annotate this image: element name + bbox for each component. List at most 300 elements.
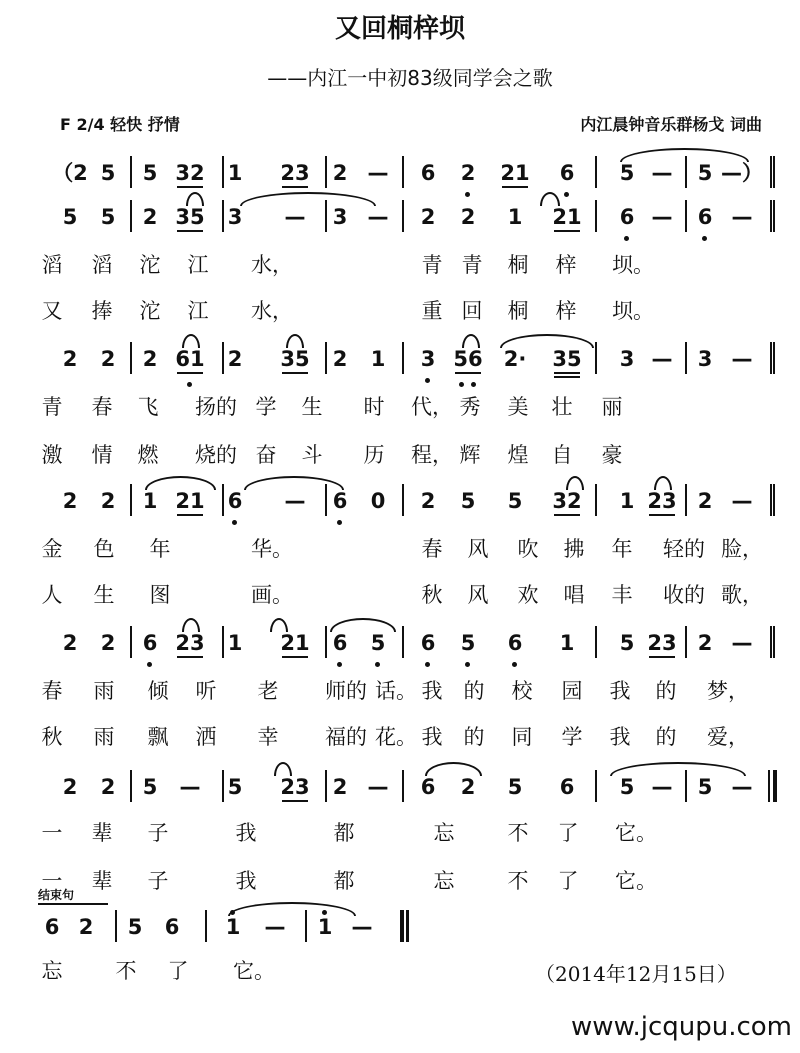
- beat-underline: [554, 376, 580, 378]
- lyric-syllable: 我: [235, 869, 257, 893]
- lyric-syllable: 轻的: [663, 537, 705, 561]
- lyric-syllable: 桐: [507, 299, 529, 323]
- notation-row: [0, 344, 800, 376]
- lyric-syllable: 沱: [139, 253, 161, 277]
- bar-line: [130, 484, 132, 516]
- song-subtitle: ——内江一中初83级同学会之歌: [267, 66, 553, 90]
- lyric-syllable: 福的: [325, 725, 367, 749]
- lyric-syllable: 吹: [517, 537, 539, 561]
- lyric-syllable: 我: [609, 679, 631, 703]
- bar-line: [595, 200, 597, 232]
- note: 5: [370, 631, 386, 655]
- lyric-syllable: 老: [257, 679, 279, 703]
- lyric-syllable: 春: [421, 537, 443, 561]
- note: 6: [420, 161, 436, 185]
- lyric-syllable: 风: [467, 583, 489, 607]
- octave-dot-low: [147, 662, 152, 667]
- lyric-syllable: 的: [463, 679, 485, 703]
- beat-underline: [282, 372, 308, 374]
- octave-dot-low: [459, 382, 464, 387]
- lyric-syllable: 生: [301, 395, 323, 419]
- slur: [620, 148, 749, 162]
- lyric-syllable: 煌: [507, 443, 529, 467]
- ending-label: 结束句: [38, 886, 108, 905]
- lyric-syllable: 都: [333, 869, 355, 893]
- bar-line: [222, 156, 224, 188]
- note: 35: [280, 347, 310, 371]
- author-credit: 内江晨钟音乐群杨戈 词曲: [580, 115, 762, 134]
- note: 1: [227, 161, 243, 185]
- note: 6: [44, 915, 60, 939]
- note: 6: [697, 205, 713, 229]
- bar-line: [130, 770, 132, 802]
- octave-dot-low: [425, 378, 430, 383]
- lyric-syllable: 代，: [411, 395, 453, 419]
- octave-dot-low: [702, 236, 707, 241]
- note: —: [651, 775, 673, 799]
- bar-line: [595, 484, 597, 516]
- lyric-syllable: 的: [463, 725, 485, 749]
- lyric-syllable: 不: [507, 821, 529, 845]
- notation-row: [0, 202, 800, 234]
- slur: [500, 334, 594, 348]
- note: —: [284, 489, 306, 513]
- lyric-syllable: 唱: [563, 583, 585, 607]
- note: 3: [227, 205, 243, 229]
- note: 5: [62, 205, 78, 229]
- lyric-line: [0, 722, 800, 754]
- note: —: [731, 347, 753, 371]
- bar-line: [770, 484, 772, 516]
- bar-line: [685, 626, 687, 658]
- note: 32: [552, 489, 582, 513]
- note: 5: [507, 775, 523, 799]
- note: 2: [227, 347, 243, 371]
- lyric-syllable: 忘: [433, 821, 455, 845]
- note: 1: [619, 489, 635, 513]
- lyric-syllable: 桐: [507, 253, 529, 277]
- bar-line: [130, 342, 132, 374]
- lyric-syllable: 它。: [233, 959, 275, 983]
- lyric-syllable: 我: [421, 725, 443, 749]
- lyric-syllable: 燃: [137, 443, 159, 467]
- octave-dot-low: [512, 662, 517, 667]
- lyric-syllable: 学: [561, 725, 583, 749]
- note: 2: [100, 347, 116, 371]
- note: 1: [142, 489, 158, 513]
- lyric-syllable: 美: [507, 395, 529, 419]
- bar-line: [773, 156, 775, 188]
- bar-line: [402, 156, 404, 188]
- lyric-syllable: 豪: [601, 443, 623, 467]
- lyric-syllable: 图: [149, 583, 171, 607]
- bar-line: [770, 626, 772, 658]
- bar-line: [595, 156, 597, 188]
- bar-line: [222, 200, 224, 232]
- lyric-syllable: 华。: [251, 537, 293, 561]
- lyric-syllable: 秀: [459, 395, 481, 419]
- note: 21: [500, 161, 530, 185]
- bar-line: [222, 342, 224, 374]
- lyric-line: [0, 440, 800, 472]
- lyric-syllable: 同: [511, 725, 533, 749]
- note: —: [351, 915, 373, 939]
- lyric-syllable: 梓: [555, 299, 577, 323]
- slur: [540, 192, 560, 206]
- song-title: 又回桐梓坝: [334, 14, 465, 44]
- slur: [286, 334, 304, 348]
- lyric-syllable: 春: [91, 395, 113, 419]
- note: —: [179, 775, 201, 799]
- note: 6: [559, 161, 575, 185]
- note: 5: [460, 631, 476, 655]
- bar-line: [685, 200, 687, 232]
- note: 5: [697, 775, 713, 799]
- note: 6: [227, 489, 243, 513]
- lyric-syllable: 辉: [459, 443, 481, 467]
- note: 2: [100, 775, 116, 799]
- lyric-syllable: 情: [91, 443, 113, 467]
- lyric-syllable: 师的: [325, 679, 367, 703]
- note: 6: [420, 631, 436, 655]
- note: —: [367, 161, 389, 185]
- lyric-syllable: 斗: [301, 443, 323, 467]
- lyric-syllable: 春: [41, 679, 63, 703]
- notation-row: [0, 158, 800, 190]
- lyric-syllable: 不: [507, 869, 529, 893]
- lyric-syllable: 它。: [615, 869, 657, 893]
- note: 1: [227, 631, 243, 655]
- bar-line: [222, 770, 224, 802]
- lyric-syllable: 子: [147, 821, 169, 845]
- lyric-syllable: 丽: [601, 395, 623, 419]
- key-tempo: F 2/4 轻快 抒情: [60, 115, 180, 134]
- lyric-syllable: 梦，: [707, 679, 749, 703]
- note: 6: [164, 915, 180, 939]
- lyric-syllable: 自: [551, 443, 573, 467]
- lyric-syllable: 青: [461, 253, 483, 277]
- lyric-syllable: 梓: [555, 253, 577, 277]
- note: 35: [552, 347, 582, 371]
- lyric-syllable: 子: [147, 869, 169, 893]
- note: 61: [175, 347, 205, 371]
- bar-line: [325, 156, 327, 188]
- slur: [462, 334, 480, 348]
- lyric-syllable: 又: [41, 299, 63, 323]
- bar-line: [773, 484, 775, 516]
- note: —: [651, 161, 673, 185]
- lyric-syllable: 年: [149, 537, 171, 561]
- lyric-syllable: 坝。: [612, 253, 654, 277]
- lyric-syllable: 了: [167, 959, 189, 983]
- octave-dot-low: [564, 192, 569, 197]
- note: 2: [62, 631, 78, 655]
- lyric-syllable: 都: [333, 821, 355, 845]
- note: 5: [127, 915, 143, 939]
- lyric-syllable: 我: [609, 725, 631, 749]
- note: 21: [552, 205, 582, 229]
- lyric-syllable: 脸，: [721, 537, 763, 561]
- bar-line: [773, 200, 775, 232]
- lyric-syllable: 时: [363, 395, 385, 419]
- note: —: [731, 489, 753, 513]
- lyric-syllable: 了: [557, 821, 579, 845]
- note: 2: [142, 347, 158, 371]
- lyric-syllable: 色: [93, 537, 115, 561]
- slur: [244, 476, 344, 490]
- note: 5: [100, 161, 116, 185]
- lyric-syllable: 秋: [421, 583, 443, 607]
- slur: [270, 618, 288, 632]
- lyric-syllable: 秋: [41, 725, 63, 749]
- octave-dot-low: [187, 382, 192, 387]
- note: 2: [332, 347, 348, 371]
- lyric-line: [0, 676, 800, 708]
- bar-line: [595, 626, 597, 658]
- lyric-line: [0, 866, 800, 898]
- beat-underline: [554, 372, 580, 374]
- lyric-syllable: 坝。: [612, 299, 654, 323]
- beat-underline: [649, 656, 675, 658]
- beat-underline: [554, 230, 580, 232]
- note: 5: [142, 161, 158, 185]
- note: 3: [332, 205, 348, 229]
- slur: [240, 192, 376, 206]
- lyric-syllable: 听: [195, 679, 217, 703]
- octave-dot-low: [337, 662, 342, 667]
- lyric-syllable: 青: [41, 395, 63, 419]
- final-bar-line: [774, 770, 777, 802]
- bar-line: [402, 200, 404, 232]
- bar-line: [770, 342, 772, 374]
- note: 2: [142, 205, 158, 229]
- note: 2: [697, 489, 713, 513]
- composition-date: （2014年12月15日）: [535, 962, 737, 986]
- bar-line: [205, 910, 207, 942]
- note: 1: [507, 205, 523, 229]
- note: 6: [142, 631, 158, 655]
- note: —: [367, 775, 389, 799]
- note: 1: [317, 915, 333, 939]
- slur: [145, 476, 216, 490]
- lyric-syllable: 奋: [255, 443, 277, 467]
- bar-line: [130, 156, 132, 188]
- lyric-syllable: 收的: [663, 583, 705, 607]
- lyric-syllable: 一: [41, 821, 63, 845]
- lyric-syllable: 重: [421, 299, 443, 323]
- note: 1: [370, 347, 386, 371]
- lyric-syllable: 幸: [257, 725, 279, 749]
- bar-line: [222, 626, 224, 658]
- lyric-syllable: 激: [41, 443, 63, 467]
- lyric-syllable: 爱，: [707, 725, 749, 749]
- bar-line: [402, 626, 404, 658]
- bar-line: [595, 770, 597, 802]
- lyric-syllable: 雨: [93, 679, 115, 703]
- beat-underline: [177, 186, 203, 188]
- note: 32: [175, 161, 205, 185]
- bar-line: [402, 342, 404, 374]
- lyric-syllable: 江: [187, 253, 209, 277]
- note: 6: [332, 631, 348, 655]
- octave-dot-low: [465, 662, 470, 667]
- lyric-syllable: 它。: [615, 821, 657, 845]
- slur: [186, 192, 204, 206]
- note: —）: [721, 161, 763, 185]
- lyric-syllable: 飞: [137, 395, 159, 419]
- lyric-syllable: 沱: [139, 299, 161, 323]
- note: —: [731, 205, 753, 229]
- lyric-syllable: 滔: [41, 253, 63, 277]
- note: 2: [78, 915, 94, 939]
- slur: [330, 618, 396, 632]
- note: 6: [619, 205, 635, 229]
- note: （2: [52, 161, 88, 185]
- note: —: [284, 205, 306, 229]
- note: 2: [420, 489, 436, 513]
- note: 23: [280, 161, 310, 185]
- note: 5: [697, 161, 713, 185]
- bar-line: [402, 484, 404, 516]
- lyric-syllable: 金: [41, 537, 63, 561]
- lyric-line: [0, 392, 800, 424]
- note: 0: [370, 489, 386, 513]
- lyric-syllable: 年: [611, 537, 633, 561]
- lyric-syllable: 风: [467, 537, 489, 561]
- notation-row: [0, 912, 800, 944]
- beat-underline: [282, 800, 308, 802]
- bar-line: [773, 342, 775, 374]
- lyric-syllable: 雨: [93, 725, 115, 749]
- note: 5: [142, 775, 158, 799]
- lyric-syllable: 捧: [91, 299, 113, 323]
- lyric-line: [0, 580, 800, 612]
- lyric-syllable: 我: [235, 821, 257, 845]
- bar-line: [222, 484, 224, 516]
- note: 5: [100, 205, 116, 229]
- slur: [274, 762, 292, 776]
- note: 5: [619, 161, 635, 185]
- bar-line: [770, 156, 772, 188]
- note: 2·: [503, 347, 527, 371]
- watermark: www.jcqupu.com: [571, 1012, 792, 1042]
- note: 56: [453, 347, 483, 371]
- note: 23: [175, 631, 205, 655]
- lyric-syllable: 水，: [251, 299, 293, 323]
- note: 2: [697, 631, 713, 655]
- note: 23: [280, 775, 310, 799]
- lyric-syllable: 回: [461, 299, 483, 323]
- lyric-syllable: 洒: [195, 725, 217, 749]
- notation-row: [0, 486, 800, 518]
- lyric-line: [0, 250, 800, 282]
- note: 2: [460, 205, 476, 229]
- lyric-syllable: 倾: [147, 679, 169, 703]
- lyric-syllable: 人: [41, 583, 63, 607]
- lyric-syllable: 忘: [433, 869, 455, 893]
- octave-dot-low: [425, 662, 430, 667]
- note: 3: [697, 347, 713, 371]
- beat-underline: [649, 514, 675, 516]
- lyric-syllable: 了: [557, 869, 579, 893]
- final-bar-line: [400, 910, 402, 942]
- bar-line: [325, 770, 327, 802]
- beat-underline: [177, 230, 203, 232]
- beat-underline: [282, 656, 308, 658]
- slur: [228, 902, 356, 916]
- note: —: [731, 775, 753, 799]
- note: 2: [460, 161, 476, 185]
- lyric-syllable: 青: [421, 253, 443, 277]
- note: 3: [420, 347, 436, 371]
- note: 2: [332, 775, 348, 799]
- slur: [182, 334, 200, 348]
- lyric-syllable: 生: [93, 583, 115, 607]
- bar-line: [402, 770, 404, 802]
- lyric-syllable: 江: [187, 299, 209, 323]
- note: 2: [460, 775, 476, 799]
- lyric-syllable: 的: [655, 679, 677, 703]
- bar-line: [130, 200, 132, 232]
- lyric-syllable: 花。: [375, 725, 417, 749]
- lyric-syllable: 话。: [375, 679, 417, 703]
- note: 5: [619, 775, 635, 799]
- bar-line: [130, 626, 132, 658]
- lyric-syllable: 滔: [91, 253, 113, 277]
- bar-line: [773, 626, 775, 658]
- lyric-line: [0, 818, 800, 850]
- lyric-syllable: 烧的: [195, 443, 237, 467]
- bar-line: [325, 342, 327, 374]
- note: 2: [100, 631, 116, 655]
- note: 21: [175, 489, 205, 513]
- note: —: [367, 205, 389, 229]
- octave-dot-low: [337, 520, 342, 525]
- lyric-syllable: 园: [561, 679, 583, 703]
- lyric-syllable: 程，: [411, 443, 453, 467]
- octave-dot-low: [375, 662, 380, 667]
- bar-line: [115, 910, 117, 942]
- note: 2: [62, 347, 78, 371]
- lyric-syllable: 画。: [251, 583, 293, 607]
- notation-row: [0, 628, 800, 660]
- note: 21: [280, 631, 310, 655]
- note: 5: [227, 775, 243, 799]
- note: 23: [647, 631, 677, 655]
- note: 35: [175, 205, 205, 229]
- note: 5: [619, 631, 635, 655]
- beat-underline: [177, 372, 203, 374]
- note: 6: [507, 631, 523, 655]
- note: 1: [559, 631, 575, 655]
- lyric-line: [0, 534, 800, 566]
- lyric-syllable: 我: [421, 679, 443, 703]
- lyric-syllable: 的: [655, 725, 677, 749]
- bar-line: [402, 910, 404, 942]
- octave-dot-low: [624, 236, 629, 241]
- octave-dot-low: [465, 192, 470, 197]
- beat-underline: [177, 656, 203, 658]
- bar-line: [325, 626, 327, 658]
- note: 5: [507, 489, 523, 513]
- lyric-syllable: 校: [511, 679, 533, 703]
- lyric-syllable: 丰: [611, 583, 633, 607]
- note: —: [651, 205, 673, 229]
- final-bar-line: [406, 910, 409, 942]
- lyric-syllable: 历: [363, 443, 385, 467]
- note: 6: [559, 775, 575, 799]
- bar-line: [685, 342, 687, 374]
